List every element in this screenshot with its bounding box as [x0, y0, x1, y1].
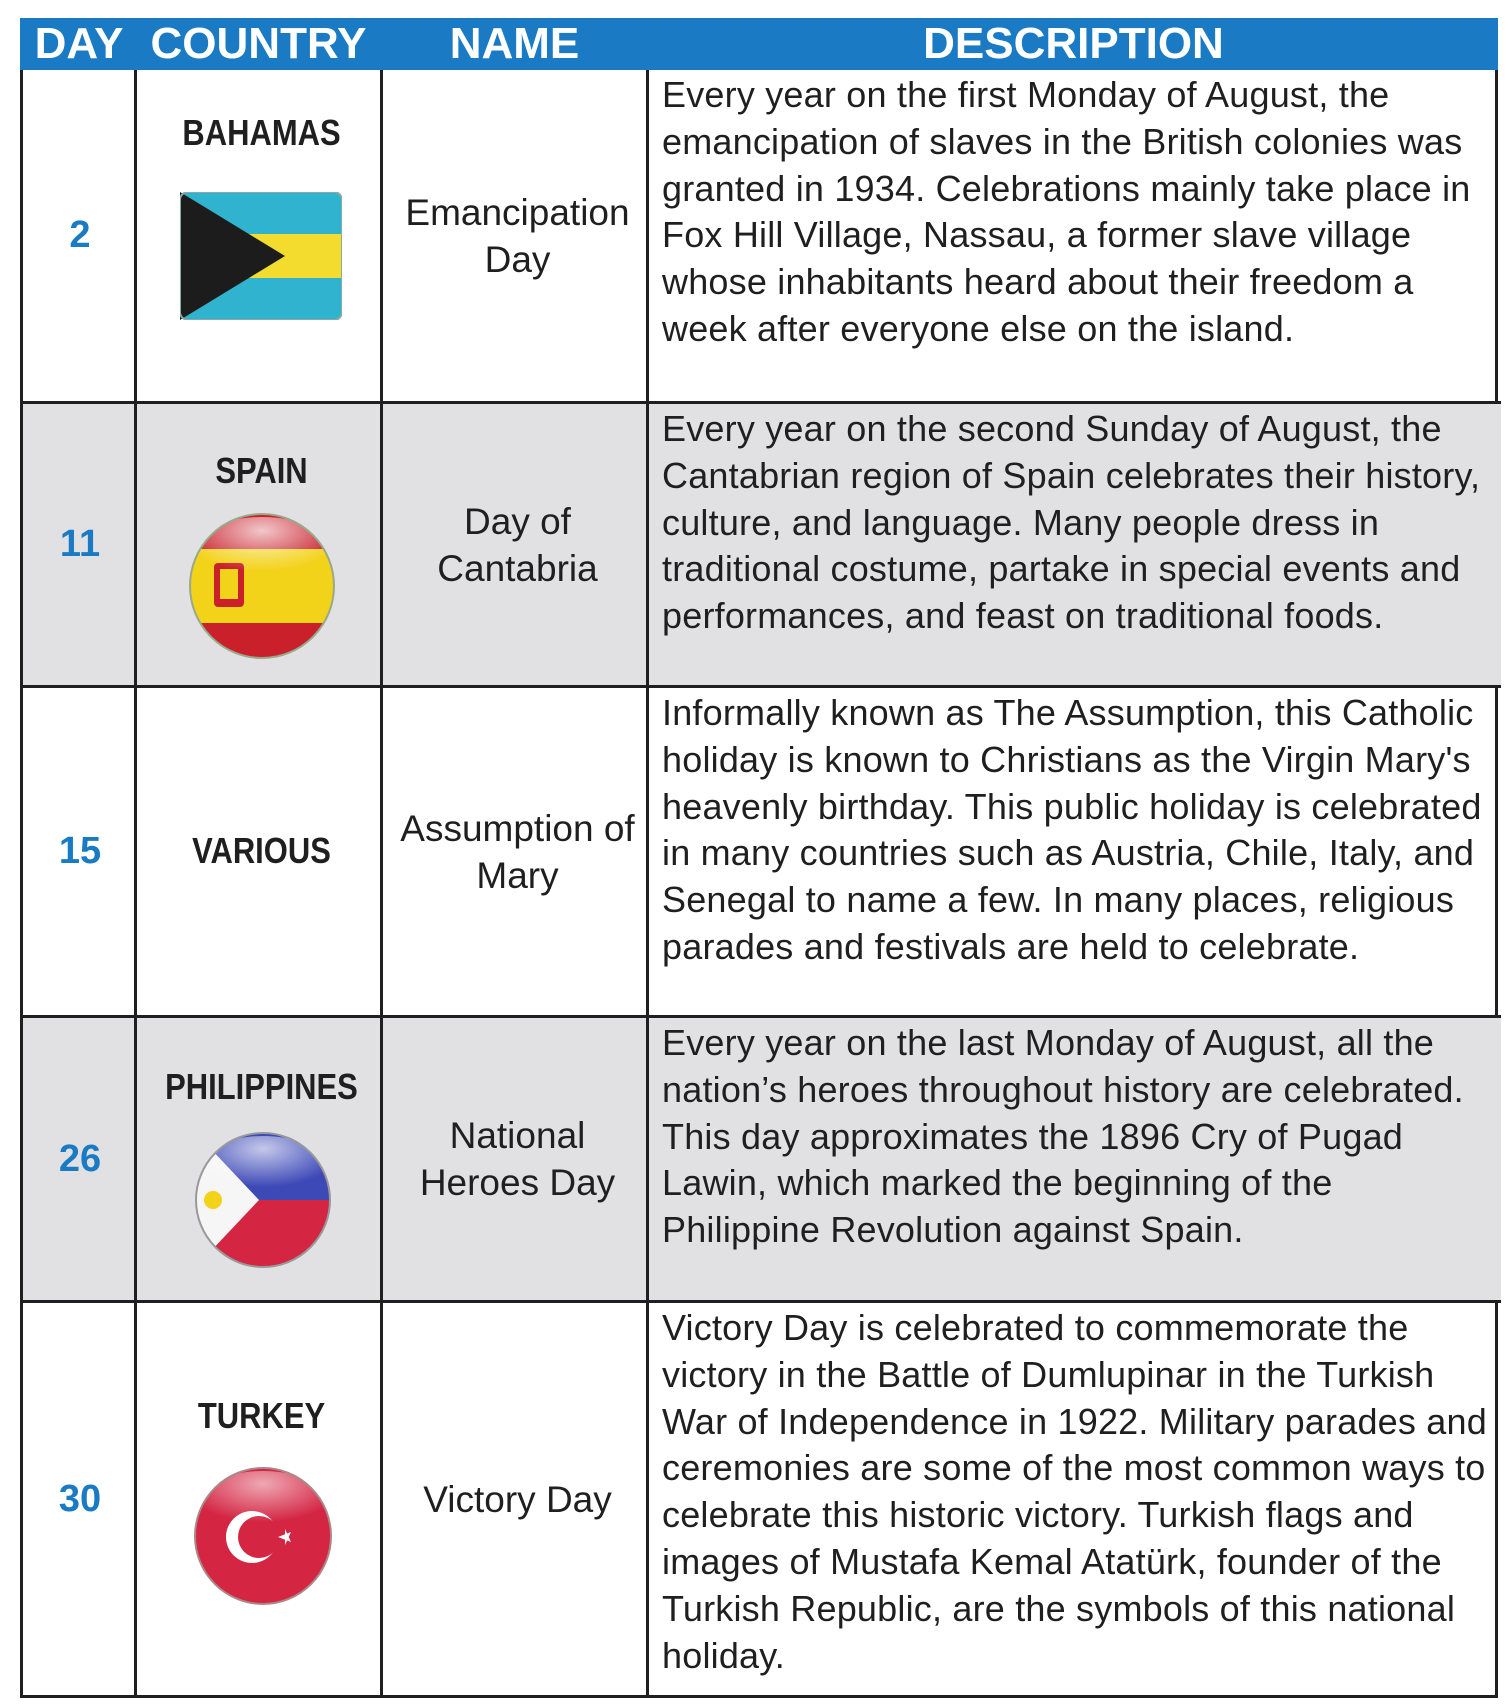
country-cell [140, 1303, 383, 1695]
country-name: PHILIPPINES [165, 1066, 358, 1107]
holiday-description: Informally known as The Assumption, this Catholic holiday is known to Christians as the Virgin Mary's heavenly birthday. This public holiday is celebrated in many countries such as Austria, Chile, Italy, and Senegal to name a few. In many places, religious parades and festivals are held to celebrate. [662, 692, 1482, 967]
philippines-flag-icon [193, 1130, 333, 1270]
day-cell: 30 [58, 1477, 102, 1520]
table-row [23, 1300, 1501, 1698]
table-row [23, 1015, 1501, 1300]
country-cell [140, 70, 383, 401]
holiday-description: Every year on the last Monday of August, all the nation’s heroes throughout history are celebrated. This day approximates the 1896 Cry of Pugad Lawin, which marked the beginning of the Philippine Revolution against Spain. [662, 1022, 1464, 1251]
day-cell: 15 [58, 830, 102, 872]
column-divider [380, 70, 383, 1698]
table-body [20, 70, 1498, 1698]
header-name: NAME [449, 19, 580, 68]
holiday-name: Victory Day [423, 1478, 612, 1520]
holiday-name: Day of Cantabria [437, 500, 598, 589]
holiday-description: Every year on the second Sunday of August, the Cantabrian region of Spain celebrates their history, culture, and language. Many people dress in traditional costume, partake in special events and performances, and feast on traditional foods. [662, 408, 1481, 637]
holiday-description: Every year on the first Monday of August, the emancipation of slaves in the British colonies was granted in 1934. Celebrations mainly take place in Fox Hill Village, Nassau, a former slave village whose inhabitants heard about their freedom a week after everyone else on the island. [662, 74, 1471, 349]
country-name: VARIOUS [192, 829, 331, 871]
header-day: DAY [34, 19, 124, 68]
table-header [20, 18, 1498, 70]
table-row [23, 401, 1501, 685]
holiday-description: Victory Day is celebrated to commemorate the victory in the Battle of Dumlupinar in the Turkish War of Independence in 1922. Military parades and ceremonies are some of the most common ways to celebrate this historic victory. Turkish flags and images of Mustafa Kemal Atatürk, founder of the Turkish Republic, are the symbols of this national holiday. [662, 1307, 1487, 1676]
country-cell [140, 1018, 383, 1300]
header-country: COUNTRY [150, 19, 367, 68]
country-name: BAHAMAS [182, 112, 341, 153]
holiday-name: Assumption of Mary [400, 807, 635, 896]
header-description: DESCRIPTION [923, 19, 1224, 68]
bahamas-flag-icon [180, 192, 342, 320]
table-row [23, 685, 1501, 1015]
country-name: SPAIN [215, 450, 308, 491]
country-cell [140, 404, 383, 685]
country-cell [140, 688, 383, 1015]
day-cell: 26 [58, 1137, 102, 1180]
holiday-name: National Heroes Day [419, 1115, 616, 1203]
table-row [23, 70, 1501, 401]
column-divider [134, 70, 137, 1698]
holiday-name: Emancipation Day [405, 191, 630, 280]
day-cell: 2 [69, 214, 91, 256]
turkey-flag-icon [192, 1465, 334, 1607]
spain-flag-icon [187, 511, 337, 661]
country-name: TURKEY [197, 1395, 326, 1436]
column-divider [646, 70, 649, 1698]
day-cell: 11 [59, 523, 101, 565]
